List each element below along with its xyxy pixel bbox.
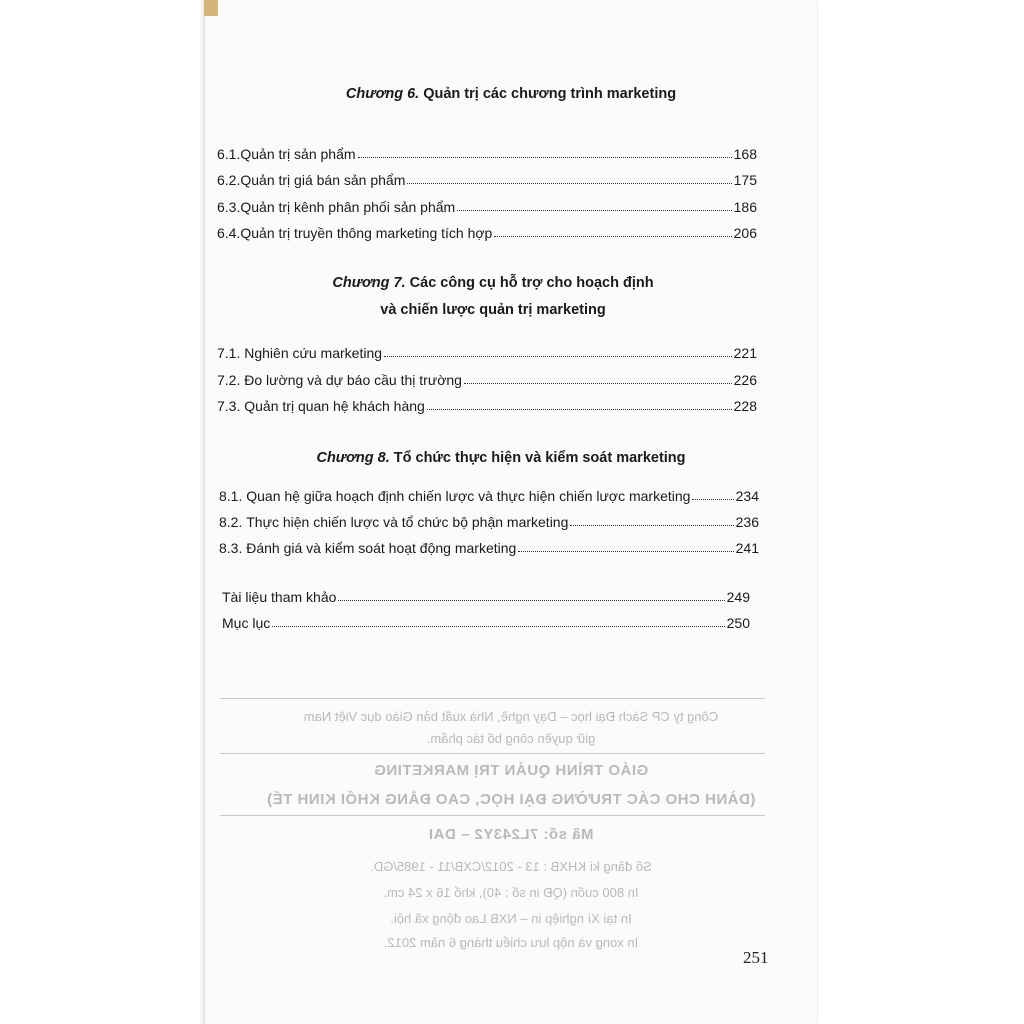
- leader-dots: [518, 551, 733, 552]
- entry-number: 7.2.: [217, 372, 241, 388]
- imprint-book-title: GIÁO TRÌNH QUẢN TRỊ MARKETING: [373, 762, 649, 779]
- entry-page: 186: [733, 199, 757, 215]
- toc-entry-7-3[interactable]: [217, 394, 757, 414]
- toc-entry-references[interactable]: [222, 585, 750, 605]
- imprint-print-line-2: In 800 cuốn (QĐ in số : 40), khổ 16 x 24 cm.: [383, 885, 639, 900]
- toc-entry-6-3[interactable]: [217, 195, 757, 215]
- entry-page: 241: [735, 540, 759, 556]
- imprint-rule-top: [220, 698, 765, 699]
- entry-page: 226: [733, 372, 757, 388]
- toc-entry-6-4[interactable]: [217, 221, 757, 241]
- imprint-book-subtitle: (DÀNH CHO CÁC TRƯỜNG ĐẠI HỌC, CAO ĐẲNG KHỐI KINH TẾ): [266, 791, 756, 808]
- entry-number: 6.3.: [217, 199, 241, 215]
- entry-page: 228: [733, 398, 757, 414]
- leader-dots: [464, 383, 732, 384]
- page-number: 251: [743, 948, 769, 967]
- entry-number: 8.2.: [219, 514, 243, 530]
- chapter-8-label: Chương 8.: [316, 450, 390, 466]
- entry-title: Quản trị kênh phân phối sản phẩm: [240, 199, 456, 215]
- entry-title: Tài liệu tham khảo: [222, 589, 337, 605]
- entry-title: Quản trị giá bán sản phẩm: [240, 172, 406, 188]
- entry-title: Nghiên cứu marketing: [244, 345, 383, 361]
- chapter-8-heading: [195, 446, 807, 470]
- toc-entry-contents[interactable]: [222, 611, 750, 631]
- leader-dots: [570, 525, 733, 526]
- entry-page: 250: [726, 615, 750, 631]
- leader-dots: [457, 210, 731, 211]
- imprint-publisher-line-2: giữ quyền công bố tác phẩm.: [426, 731, 596, 746]
- entry-page: 168: [733, 146, 757, 162]
- entry-number: 6.1.: [217, 146, 241, 162]
- chapter-6-title: Quản trị các chương trình marketing: [423, 86, 677, 102]
- entry-page: 249: [726, 589, 750, 605]
- toc-entry-6-1[interactable]: [217, 142, 757, 162]
- entry-title: Quản trị truyền thông marketing tích hợp: [240, 225, 493, 241]
- leader-dots: [358, 157, 732, 158]
- imprint-publisher-line-1: Công ty CP Sách Đại học – Dạy nghề, Nhà xuất bản Giáo dục Việt Nam: [303, 709, 719, 724]
- entry-title: Quản trị quan hệ khách hàng: [244, 398, 425, 414]
- imprint-print-line-4: In xong và nộp lưu chiểu tháng 6 năm 2012.: [383, 935, 639, 950]
- entry-number: 6.2.: [217, 172, 241, 188]
- entry-page: 236: [735, 514, 759, 530]
- entry-number: 8.1.: [219, 488, 243, 504]
- toc-entry-8-2[interactable]: [219, 510, 759, 530]
- leader-dots: [272, 626, 724, 627]
- entry-number: 6.4.: [217, 225, 241, 241]
- chapter-7-label: Chương 7.: [332, 275, 406, 291]
- chapter-6-heading: [205, 82, 817, 106]
- entry-page: 175: [733, 172, 757, 188]
- chapter-7-title-line2: và chiến lược quản trị marketing: [380, 302, 606, 318]
- entry-title: Đánh giá và kiểm soát hoạt động marketing: [246, 540, 517, 556]
- toc-entry-8-3[interactable]: [219, 536, 759, 556]
- toc-entry-8-1[interactable]: [219, 484, 759, 504]
- entry-number: 7.1.: [217, 345, 241, 361]
- leader-dots: [494, 236, 731, 237]
- entry-title: Mục lục: [222, 615, 271, 631]
- imprint-rule-middle: [220, 753, 765, 754]
- entry-title: Thực hiện chiến lược và tổ chức bộ phận marketing: [246, 514, 569, 530]
- entry-number: 7.3.: [217, 398, 241, 414]
- chapter-8-title: Tổ chức thực hiện và kiểm soát marketing: [393, 450, 686, 466]
- entry-number: 8.3.: [219, 540, 243, 556]
- entry-page: 206: [733, 225, 757, 241]
- toc-entry-7-1[interactable]: [217, 341, 757, 361]
- imprint-rule-bottom: [220, 815, 765, 816]
- leader-dots: [407, 183, 731, 184]
- chapter-7-heading: [187, 271, 799, 295]
- leader-dots: [692, 499, 733, 500]
- leader-dots: [384, 356, 732, 357]
- leader-dots: [338, 600, 724, 601]
- chapter-6-label: Chương 6.: [345, 86, 420, 102]
- entry-title: Đo lường và dự báo cầu thị trường: [244, 372, 462, 388]
- toc-entry-7-2[interactable]: [217, 368, 757, 388]
- toc-entry-6-2[interactable]: [217, 168, 757, 188]
- imprint-print-line-3: In tại Xí nghiệp in – NXB Lao động xã hội.: [390, 911, 632, 926]
- entry-page: 234: [735, 488, 759, 504]
- corner-tab: [204, 0, 218, 16]
- chapter-7-title: Các công cụ hỗ trợ cho hoạch định: [409, 275, 654, 291]
- imprint-print-line-1: Số đăng kí KHXB : 13 - 2012/CXB/11 - 1985/GD.: [370, 859, 652, 874]
- entry-title: Quản trị sản phẩm: [240, 146, 356, 162]
- entry-page: 221: [733, 345, 757, 361]
- book-page: [205, 0, 817, 1024]
- leader-dots: [427, 409, 732, 410]
- entry-title: Quan hệ giữa hoạch định chiến lược và thực hiện chiến lược marketing: [246, 488, 691, 504]
- imprint-code: Mã số: 7L243Y2 – DAI: [428, 826, 594, 843]
